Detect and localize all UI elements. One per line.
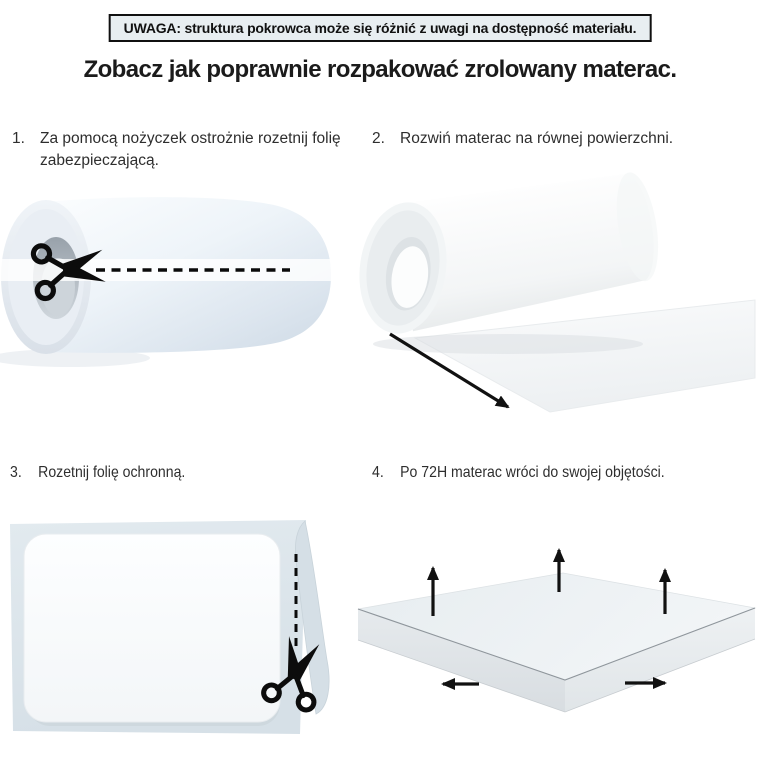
notice-banner-text: UWAGA: struktura pokrowca może się różnić z uwagi na dostępność materiału. (123, 20, 637, 36)
step-2 (372, 128, 754, 150)
step-1 (12, 128, 342, 172)
step-4 (372, 462, 724, 484)
roll-contact-shadow (373, 334, 643, 354)
step-4-text: Po 72H materac wróci do swojej objętości. (400, 464, 665, 481)
step-4-number: 4. (372, 464, 384, 481)
step-3 (10, 462, 327, 484)
step-3-number: 3. (10, 464, 22, 481)
step-3-text: Rozetnij folię ochronną. (38, 464, 186, 481)
illustration-unrolling-mattress (358, 158, 760, 430)
step-1-text: Za pomocą nożyczek ostrożnie rozetnij folię zabezpieczającą. (40, 130, 341, 169)
step-2-number: 2. (372, 130, 385, 147)
notice-banner (109, 14, 652, 42)
flat-mattress (24, 534, 280, 722)
illustration-mattress-expanding (355, 528, 760, 760)
step-1-number: 1. (12, 130, 25, 147)
illustration-rolled-mattress-cut (0, 190, 345, 410)
step-2-text: Rozwiń materac na równej powierzchni. (400, 130, 674, 147)
illustration-film-cutting (0, 508, 355, 758)
mattress-top-face (358, 573, 755, 680)
page-title: Zobacz jak poprawnie rozpakować zrolowany materac. (83, 56, 677, 83)
